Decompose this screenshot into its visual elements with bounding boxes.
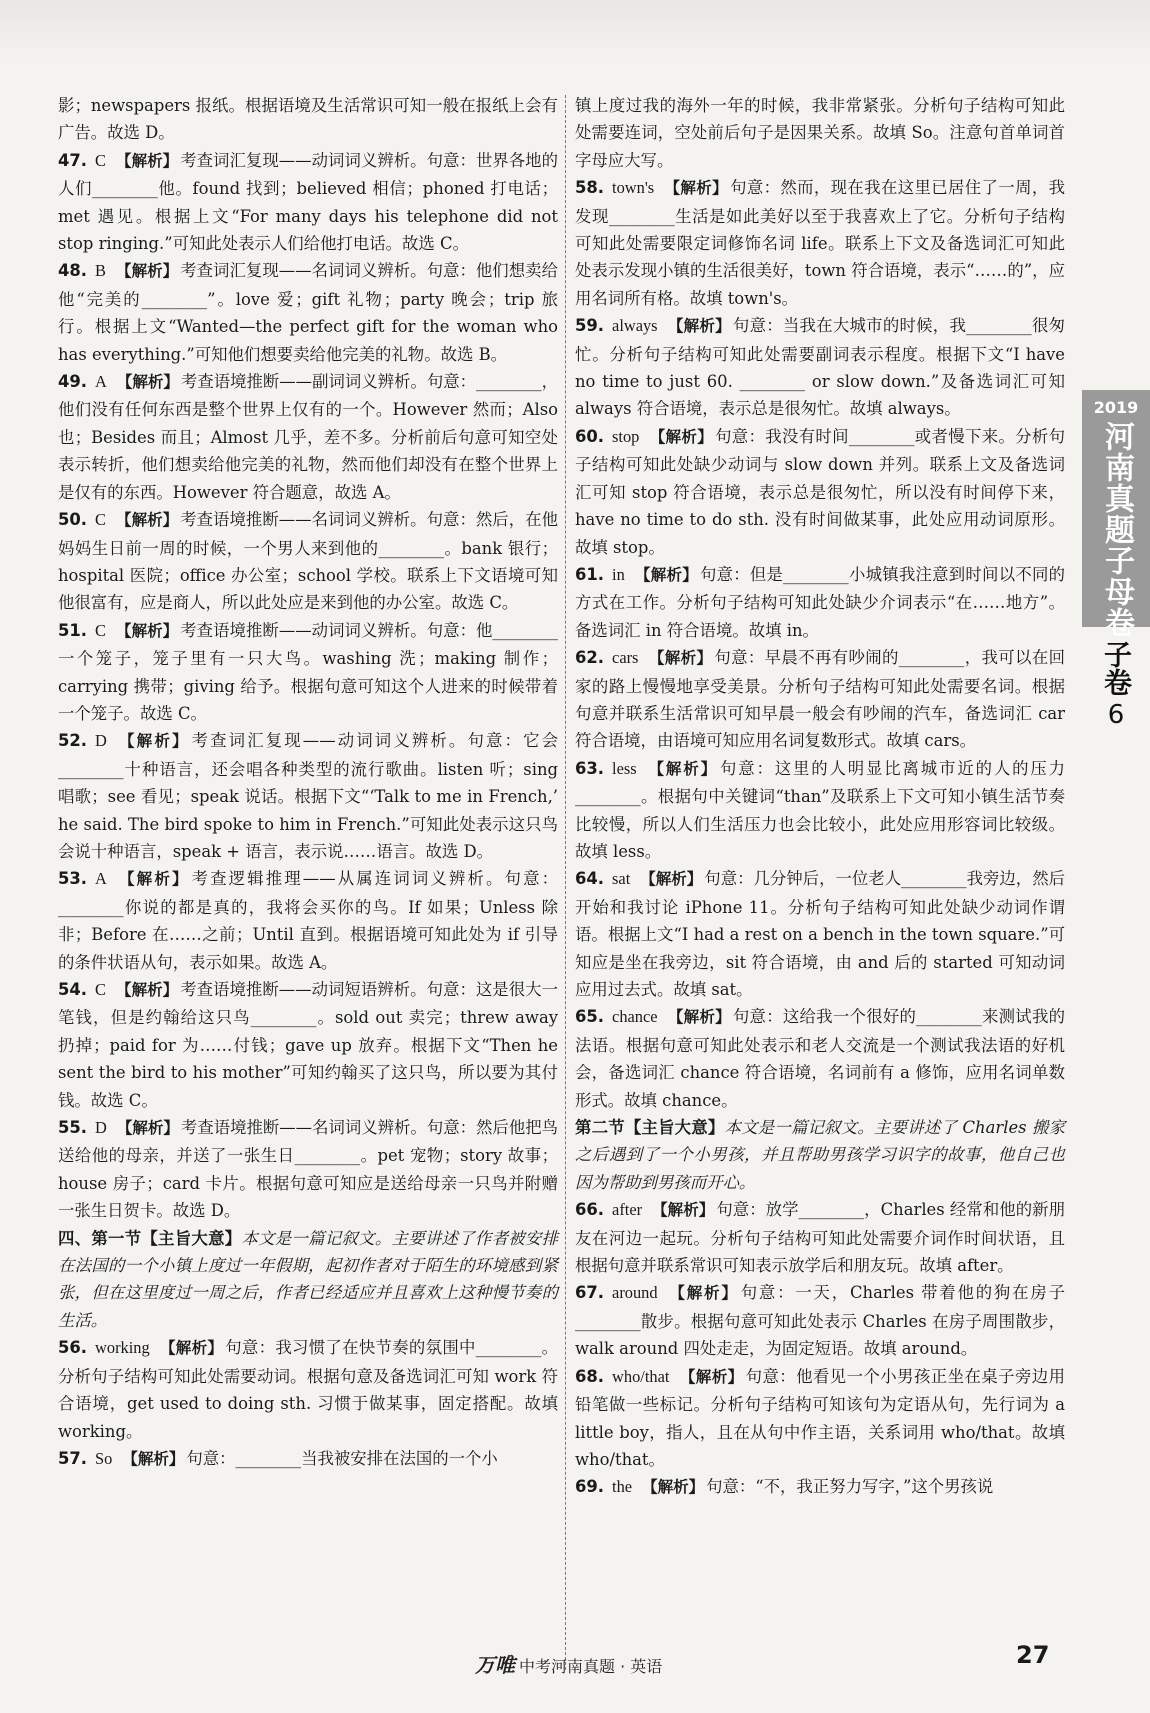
answer-entry xyxy=(58,257,558,368)
explanation-text: 句意：这给我一个很好的________来测试我的法语。根据句意可知此处表示和老人交流是一个测试我法语的好机会，备选词汇 chance 符合语境，名词前有 a 修饰，应用名词单数形式。故填 chance。 xyxy=(575,1007,1065,1110)
answer-entry xyxy=(575,865,1065,1003)
explanation-text: 考查语境推断——动词短语辨析。句意：这是很大一笔钱，但是约翰给这只鸟________。sold out 卖完；threw away 扔掉；paid for 为……付钱；gave up 放弃。根据下文“Then he sent the bird to his mother”可知约翰买了这只鸟，所以要为其付钱。故选 C。 xyxy=(58,980,558,1110)
answer-key: C xyxy=(95,150,106,170)
explanation-text: 句意：早晨不再有吵闹的________，我可以在回家的路上慢慢地享受美景。分析句子结构可知此处需要名词。根据句意并联系生活常识可知早晨一般会有吵闹的汽车，备选词汇 car 符合语境，由语境可知应用名词复数形式。故填 cars。 xyxy=(575,648,1065,751)
page-number: 27 xyxy=(1016,1641,1050,1669)
analysis-tag: 【解析】 xyxy=(642,1478,705,1497)
question-number: 58. xyxy=(575,178,605,198)
explanation-text: 考查语境推断——名词词义辨析。句意：然后，在他妈妈生日前一周的时候，一个男人来到他的________。bank 银行；hospital 医院；office 办公室；school 学校。联系上下文语境可知他很富有，应是商人，所以此处应是来到他的办公室。故选 C。 xyxy=(58,510,558,613)
question-number: 65. xyxy=(575,1007,605,1027)
analysis-tag: 【解析】 xyxy=(640,870,703,889)
analysis-tag: 【解析】 xyxy=(115,151,179,170)
analysis-tag: 【解析】 xyxy=(664,179,729,198)
analysis-tag: 【解析】 xyxy=(679,1367,744,1386)
question-number: 53. xyxy=(58,869,88,889)
analysis-tag: 【解析】 xyxy=(116,373,179,392)
explanation-text: 句意：当我在大城市的时候，我________很匆忙。分析句子结构可知此处需要副词表示程度。根据下文“I have no time to just 60. ________ or slow down.”及备选词汇可知 always 符合语境，表示总是很匆忙。故填 always。 xyxy=(575,316,1065,419)
section-text: 本文是一篇记叙文。主要讲述了作者被安排在法国的一个小镇上度过一年假期，起初作者对于陌生的环境感到紧张，但在这里度过一周之后，作者已经适应并且喜欢上这种慢节奏的生活。 xyxy=(58,1228,558,1330)
explanation-text: 考查语境推断——动词词义辨析。句意：他________一个笼子，笼子里有一只大鸟。washing 洗；making 制作；carrying 携带；giving 给予。根据句意可知这个人进来的时候带着一个笼子。故选 C。 xyxy=(58,620,558,723)
answer-entry xyxy=(575,1196,1065,1279)
answer-entry xyxy=(58,147,558,258)
explanation-text: 句意：然而，现在我在这里已居住了一周，我发现________生活是如此美好以至于我喜欢上了它。分析句子结构可知此处需要限定词修饰名词 life。联系上下文及备选词汇可知此处表示发现小镇的生活很美好，town 符合语境，表示“……的”，应用名词所有格。故填 town's。 xyxy=(575,178,1065,308)
question-number: 64. xyxy=(575,869,605,889)
question-number: 50. xyxy=(58,510,88,530)
answer-entry xyxy=(58,865,558,976)
question-number: 63. xyxy=(575,758,605,778)
explanation-text: 句意：这里的人明显比离城市近的人的压力________。根据句中关键词“than”及联系上下文可知小镇生活节奏比较慢，所以人们生活压力也会比较小，此处应用形容词比较级。故填 less。 xyxy=(575,758,1065,861)
analysis-tag: 【解析】 xyxy=(648,649,713,668)
explanation-text: 镇上度过我的海外一年的时候，我非常紧张。分析句子结构可知此处需要连词，空处前后句子是因果关系。故填 So。注意句首单词首字母应大写。 xyxy=(575,96,1065,170)
answer-key: D xyxy=(95,1118,107,1138)
answer-key: working xyxy=(95,1338,150,1358)
explanation-text: 句意：但是________小城镇我注意到时间以不同的方式在工作。分析句子结构可知此处缺少介词表示“在……地方”。备选词汇 in 符合语境。故填 in。 xyxy=(575,564,1065,640)
answer-key: B xyxy=(95,261,106,281)
side-tab xyxy=(1082,390,1150,638)
footer-brand xyxy=(475,1649,662,1678)
question-number: 51. xyxy=(58,620,88,640)
question-number: 52. xyxy=(58,731,88,751)
analysis-tag: 【解析】 xyxy=(634,565,699,584)
question-number: 69. xyxy=(575,1477,605,1497)
explanation-text: 句意：放学________，Charles 经常和他的新朋友在河边一起玩。分析句子结构可知此处需要介词作时间状语，且根据句意并联系常识可知表示放学后和朋友玩。故填 after。 xyxy=(575,1200,1065,1276)
side-subvolume-number: 6 xyxy=(1107,700,1125,730)
answer-key: sat xyxy=(612,869,631,889)
answer-key: C xyxy=(95,620,106,640)
analysis-tag: 【解析】 xyxy=(115,262,179,281)
question-number: 54. xyxy=(58,980,88,999)
analysis-tag: 【解析】 xyxy=(649,427,714,446)
answer-entry xyxy=(575,644,1065,755)
explanation-text: 句意：一天，Charles 带着他的狗在房子________散步。根据句意可知此处表示 Charles 在房子周围散步，walk around 四处走走，为固定短语。故填 around。 xyxy=(575,1283,1065,1359)
section-text: 本文是一篇记叙文。主要讲述了 Charles 搬家之后遇到了一个小男孩，并且帮助男孩学习识字的故事，他自己也因为帮助到男孩而开心。 xyxy=(575,1118,1066,1192)
analysis-tag: 【解析】 xyxy=(122,1449,185,1468)
section-title: 四、第一节【主旨大意】 xyxy=(58,1228,242,1248)
page-top-shadow xyxy=(0,0,1150,60)
analysis-tag: 【解析】 xyxy=(116,1119,179,1138)
side-tab-year: 2019 xyxy=(1093,398,1139,417)
answer-entry xyxy=(58,617,558,728)
question-number: 57. xyxy=(58,1448,88,1468)
answer-key: who/that xyxy=(612,1366,670,1386)
explanation-text: 考查词汇复现——动词词义辨析。句意：世界各地的人们________他。found 找到；believed 相信；phoned 打电话；met 遇见。根据上文“For many days his telephone did not stop ringing.”可知此处表示人们给他打电话。故选 C。 xyxy=(58,150,558,254)
answer-key: town's xyxy=(612,178,655,198)
answer-entry xyxy=(58,976,558,1114)
section-summary xyxy=(575,1114,1065,1196)
explanation-text: 影；newspapers 报纸。根据语境及生活常识可知一般在报纸上会有广告。故选 D。 xyxy=(58,96,558,143)
answer-entry xyxy=(575,561,1065,644)
analysis-tag: 【解析】 xyxy=(115,511,179,530)
answer-entry xyxy=(58,1334,558,1445)
question-number: 56. xyxy=(58,1338,88,1358)
analysis-tag: 【解析】 xyxy=(115,981,179,999)
answer-entry xyxy=(58,368,558,506)
explanation-text: 句意：他看见一个小男孩正坐在桌子旁边用铅笔做一些标记。分析句子结构可知该句为定语从句，先行词为 a little boy，指人，且在从句中作主语，关系词用 who/that。故填 who/that。 xyxy=(575,1366,1065,1469)
answer-entry xyxy=(575,174,1065,312)
question-number: 55. xyxy=(58,1118,88,1138)
explanation-text: 考查语境推断——副词词义辨析。句意：________，他们没有任何东西是整个世界上仅有的一个。However 然而；Also 也；Besides 而且；Almost 几乎，差不多。分析前后句意可知空处表示转折，他们想卖给他完美的礼物，然而他们却没有在整个世界上是仅有的东西。However 符合题意，故选 A。 xyxy=(58,372,558,502)
explanation-text: 考查语境推断——名词词义辨析。句意：然后他把鸟送给他的母亲，并送了一张生日________。pet 宠物；story 故事；house 房子；card 卡片。根据句意可知应是送给母亲一只鸟并附赠一张生日贺卡。故选 D。 xyxy=(58,1118,558,1221)
answer-key: after xyxy=(612,1200,643,1220)
answer-entry xyxy=(575,92,1065,174)
question-number: 61. xyxy=(575,564,605,584)
answer-entry xyxy=(575,423,1065,561)
answer-key: C xyxy=(95,510,106,530)
answer-key: cars xyxy=(612,648,639,668)
explanation-text: 考查逻辑推理——从属连词词义辨析。句意：________你说的都是真的，我将会买你的鸟。If 如果；Unless 除非；Before 在……之前；Until 直到。根据语境可知此处为 if 引导的条件状语从句，表示如果。故选 A。 xyxy=(58,869,558,972)
answer-entry xyxy=(575,1473,1065,1501)
answer-key: C xyxy=(95,980,106,999)
answer-key: So xyxy=(95,1448,113,1468)
analysis-tag: 【解析】 xyxy=(116,870,190,889)
answer-entry xyxy=(58,92,558,147)
side-subvolume-label: 子卷 xyxy=(1100,640,1133,696)
left-column xyxy=(58,92,558,1473)
answer-key: less xyxy=(612,758,637,778)
explanation-text: 句意：________当我被安排在法国的一个小 xyxy=(186,1448,498,1468)
analysis-tag: 【解析】 xyxy=(116,732,190,751)
question-number: 48. xyxy=(58,261,88,281)
question-number: 59. xyxy=(575,316,605,336)
explanation-text: 考查词汇复现——名词词义辨析。句意：他们想卖给他“完美的________”。love 爱；gift 礼物；party 晚会；trip 旅行。根据上文“Wanted—the perfect gift for the woman who has everything.”可知他们想要卖给他完美的礼物。故选 B。 xyxy=(58,261,558,364)
answer-key: around xyxy=(612,1283,658,1303)
explanation-text: 句意：我习惯了在快节奏的氛围中________。分析句子结构可知此处需要动词。根据句意及备选词汇可知 work 符合语境，get used to doing sth. 习惯于做某事，固定搭配。故填 working。 xyxy=(58,1338,558,1441)
question-number: 66. xyxy=(575,1200,605,1220)
answer-entry xyxy=(58,1445,558,1473)
analysis-tag: 【解析】 xyxy=(667,1284,739,1303)
answer-entry xyxy=(575,755,1065,866)
question-number: 62. xyxy=(575,648,605,668)
answer-entry xyxy=(58,727,558,865)
analysis-tag: 【解析】 xyxy=(667,1008,731,1027)
footer-subtitle: 中考河南真题 · 英语 xyxy=(519,1657,663,1676)
question-number: 68. xyxy=(575,1366,605,1386)
side-subvolume xyxy=(1082,640,1150,730)
answer-key: stop xyxy=(612,426,640,446)
answer-key: D xyxy=(95,731,107,751)
answer-key: A xyxy=(95,869,107,889)
explanation-text: 句意：“不，我正努力写字，”这个男孩说 xyxy=(706,1477,994,1497)
explanation-text: 考查词汇复现——动词词义辨析。句意：它会________十种语言，还会唱各种类型的流行歌曲。listen 听；sing 唱歌；see 看见；speak 说话。根据下文“‘Talk to me in French,’ he said. The bird spoke to him in French.”可知此处表示这只鸟会说十种语言，speak + 语言，表示说……语言。故选 D。 xyxy=(58,731,558,861)
answer-entry xyxy=(575,1003,1065,1114)
question-number: 67. xyxy=(575,1283,605,1303)
answer-entry xyxy=(575,312,1065,423)
answer-entry xyxy=(58,506,558,617)
question-number: 60. xyxy=(575,426,605,446)
answer-entry xyxy=(575,1363,1065,1474)
analysis-tag: 【解析】 xyxy=(667,317,731,336)
answer-key: A xyxy=(95,372,107,392)
answer-entry xyxy=(58,1114,558,1225)
answer-key: the xyxy=(612,1477,633,1497)
analysis-tag: 【解析】 xyxy=(115,621,179,640)
analysis-tag: 【解析】 xyxy=(652,1201,715,1220)
question-number: 49. xyxy=(58,372,88,392)
answer-key: always xyxy=(612,316,658,336)
explanation-text: 句意：几分钟后，一位老人________我旁边，然后开始和我讨论 iPhone 11。分析句子结构可知此处缺少动词作谓语。根据上文“I had a rest on a bench in the town square.”可知应是坐在我旁边，sit 符合语境，由 and 后的 started 可知动词应用过去式。故填 sat。 xyxy=(575,869,1065,999)
answer-key: in xyxy=(612,564,625,584)
analysis-tag: 【解析】 xyxy=(646,759,718,778)
brand-logo: 万唯 xyxy=(475,1653,515,1677)
section-summary xyxy=(58,1225,558,1335)
section-title: 第二节【主旨大意】 xyxy=(575,1118,725,1138)
side-tab-title: 河南真题子母卷 xyxy=(1099,421,1134,638)
answer-key: chance xyxy=(612,1007,658,1027)
analysis-tag: 【解析】 xyxy=(159,1339,224,1358)
right-column xyxy=(575,92,1065,1502)
column-divider xyxy=(565,95,566,1670)
question-number: 47. xyxy=(58,150,88,170)
answer-entry xyxy=(575,1279,1065,1362)
explanation-text: 句意：我没有时间________或者慢下来。分析句子结构可知此处缺少动词与 slow down 并列。联系上文及备选词汇可知 stop 符合语境，表示总是很匆忙，所以没有时间停下来，have no time to do sth. 没有时间做某事，此处应用动词原形。故填 stop。 xyxy=(575,426,1065,557)
